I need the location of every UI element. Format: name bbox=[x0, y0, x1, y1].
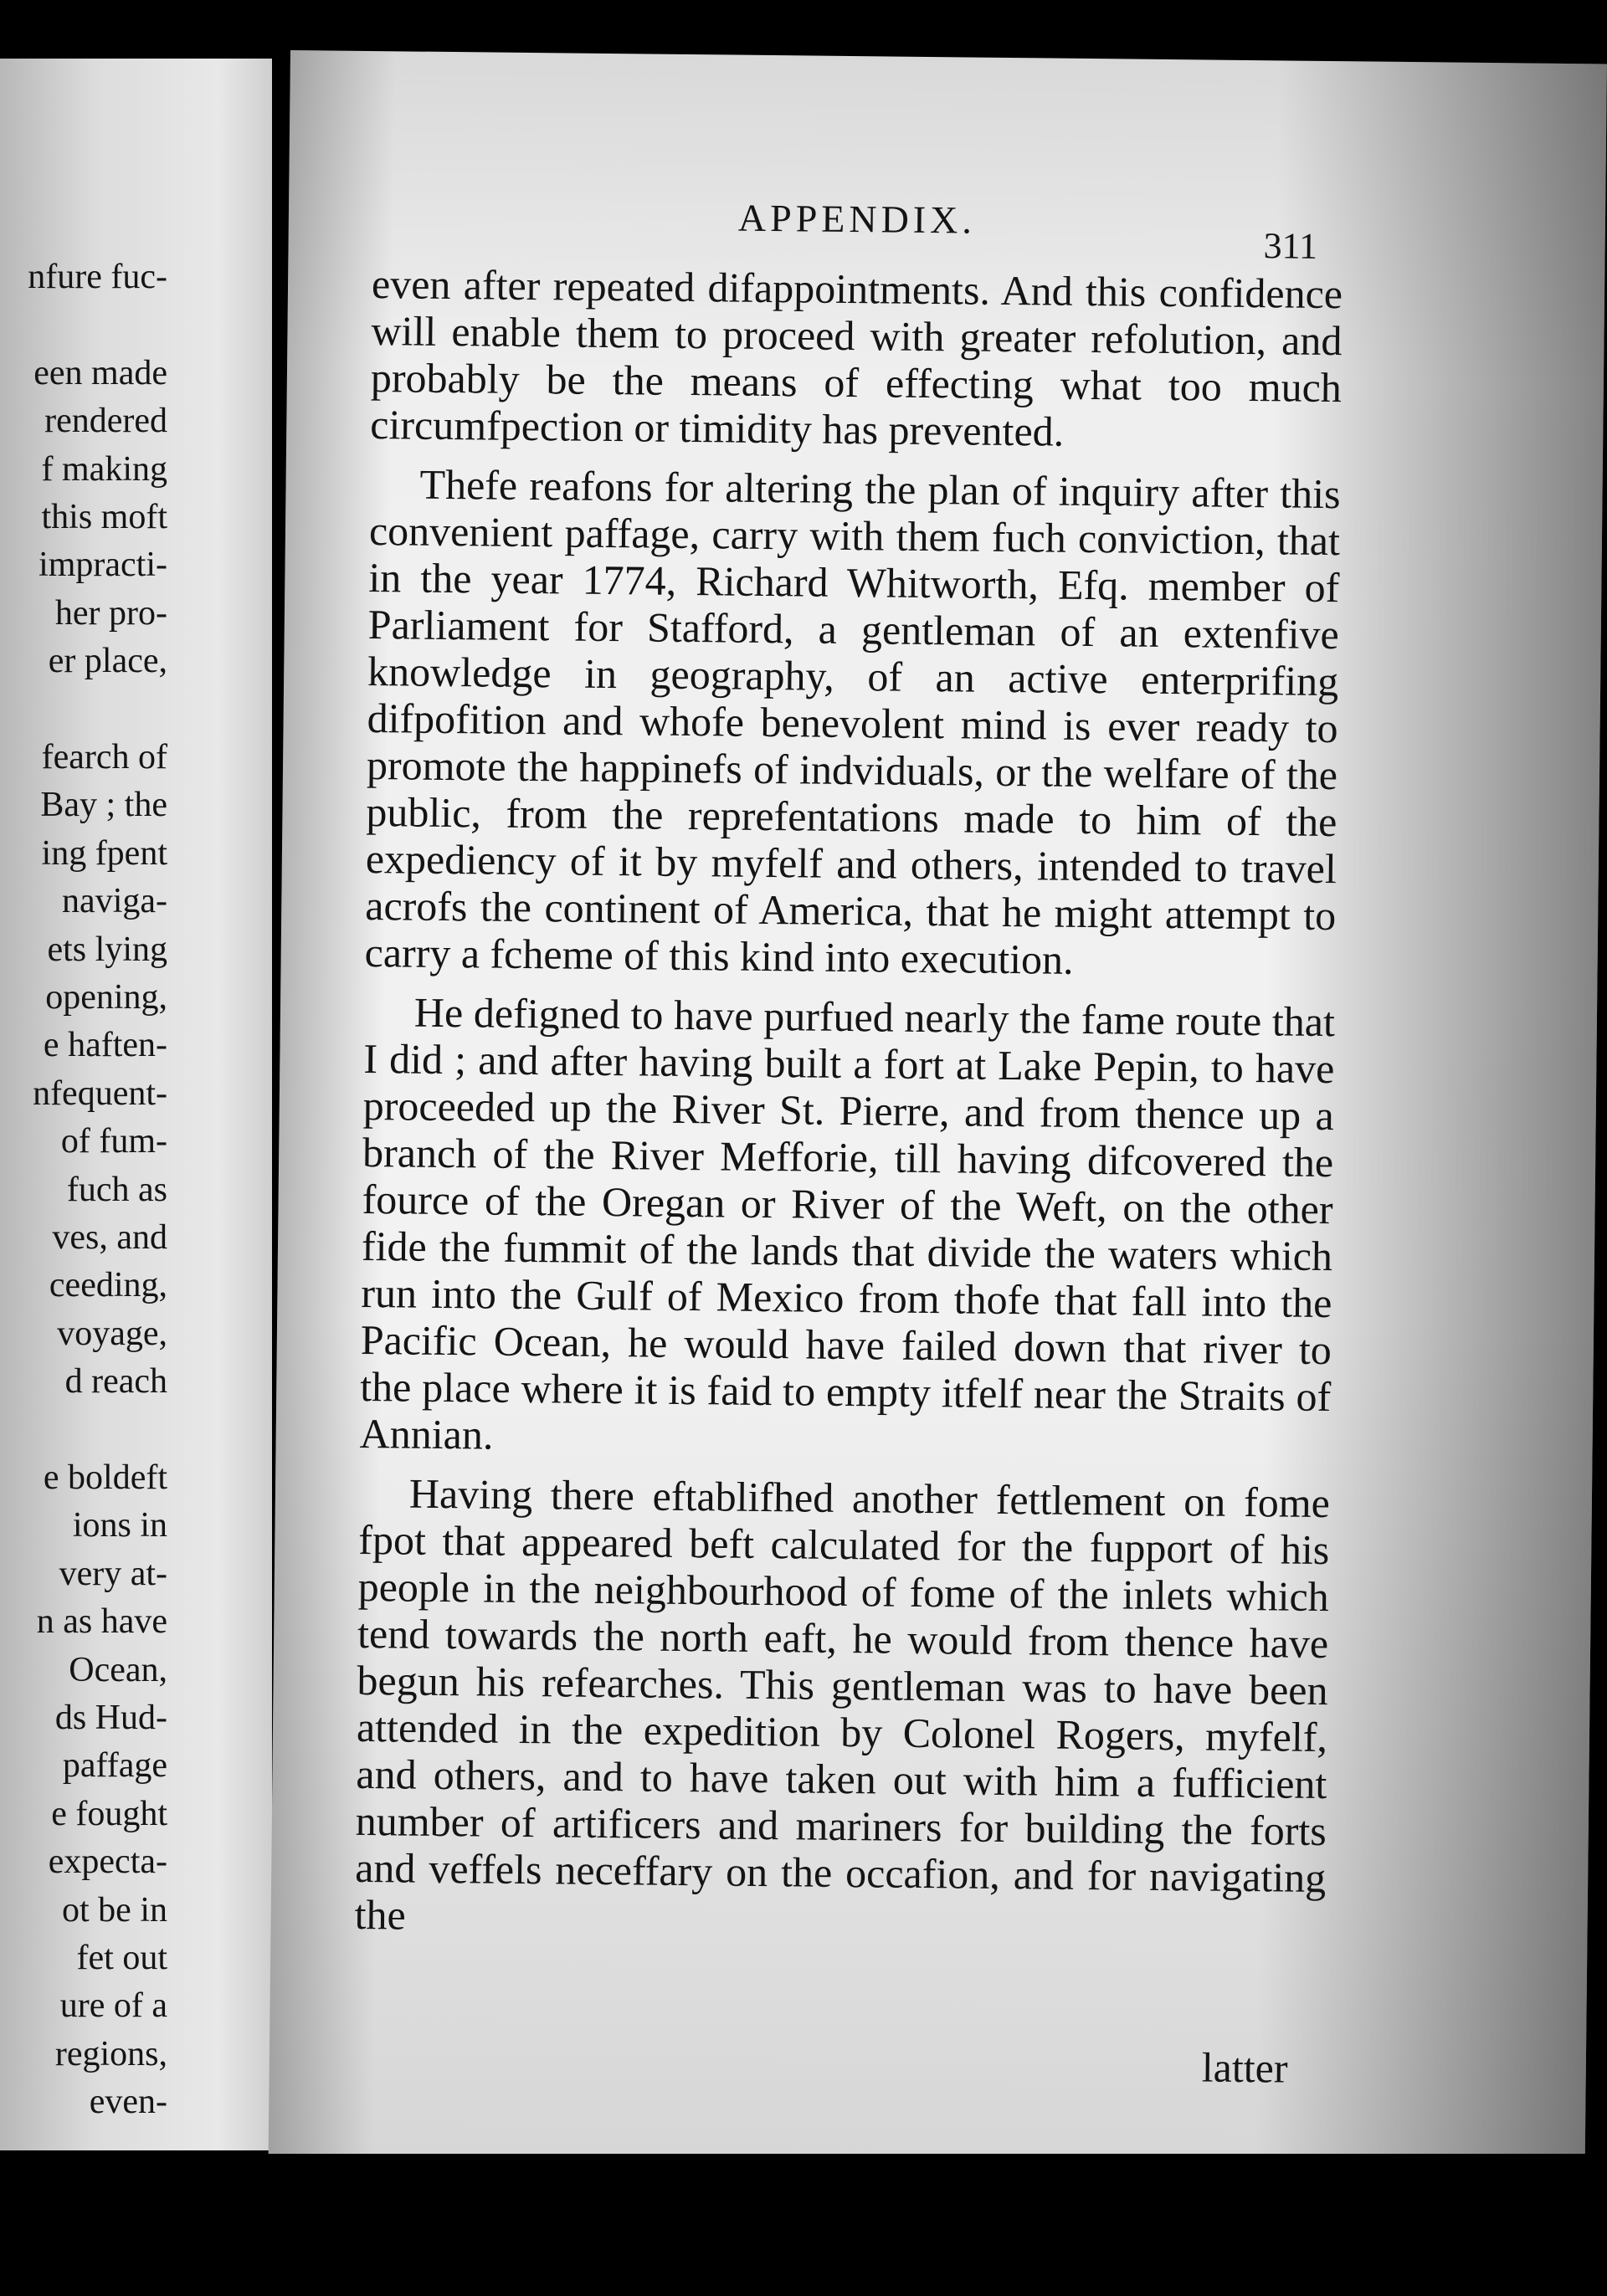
left-page-line: ds Hud- bbox=[54, 1699, 167, 1737]
left-page-line: fuch as bbox=[66, 1170, 167, 1209]
left-page-line: regions, bbox=[54, 2034, 167, 2073]
paragraph: He defigned to have purfued nearly the fame route that I did ; and after having built a fort at Lake Pepin, to have proceeded up the River St. Pierre, and from thence up a branch of the River Mefforie, till having difcovered the fource of the Oregan or River of the Weft, on the other fide the fummit of the lands that divide the waters which run into the Gulf of Mexico from thofe that fall into the Pacific Ocean, he would have failed down that river to the place where it is faid to empty itfelf near the Straits of Annian. bbox=[359, 988, 1336, 1458]
left-page-line: ing fpent bbox=[41, 833, 167, 873]
left-page-line: n as have bbox=[36, 1602, 167, 1642]
right-page bbox=[269, 50, 1607, 2172]
left-page-line: ceeding, bbox=[49, 1266, 167, 1305]
left-page-line: Bay ; the bbox=[40, 786, 167, 825]
left-page-line: fet out bbox=[76, 1939, 167, 1977]
left-page-line: f making bbox=[41, 449, 167, 489]
left-page-line: ets lying bbox=[47, 930, 167, 969]
left-page-line: een made bbox=[33, 353, 167, 392]
left-page-line: very at- bbox=[59, 1554, 167, 1593]
scan-border bbox=[0, 2154, 1607, 2296]
left-page-line: of fum- bbox=[60, 1122, 167, 1161]
running-header: APPENDIX. bbox=[737, 196, 977, 242]
left-page-line: Ocean, bbox=[69, 1650, 167, 1689]
body-text bbox=[354, 260, 1343, 1960]
left-page-line: er place, bbox=[48, 642, 167, 681]
left-page-line: nfequent- bbox=[33, 1074, 167, 1113]
left-page-line: expecta- bbox=[48, 1842, 167, 1882]
left-page-line: e fought bbox=[51, 1794, 167, 1833]
paragraph: Thefe reafons for altering the plan of inquiry after this convenient paffage, carry with them fuch conviction, that in the year 1774, Richard Whitworth, Efq. member of Parliament for Stafford, a gentleman of an extenfive knowledge in geography, of an active enterprifing difpofition and whofe benevolent mind is ever ready to promote the happinefs of indviduals, or the welfare of the public, from the reprefentations made to him of the expediency of it by myfelf and others, intended to travel acrofs the continent of America, that he might attempt to carry a fcheme of this kind into execution. bbox=[364, 460, 1341, 983]
left-page-line: nfure fuc- bbox=[28, 258, 167, 296]
left-page-line: e haften- bbox=[43, 1026, 167, 1065]
left-page-line: ot be in bbox=[62, 1890, 167, 1930]
left-page-line: d reach bbox=[64, 1362, 167, 1402]
left-page-line: even- bbox=[89, 2083, 167, 2122]
left-page-line: impracti- bbox=[39, 546, 167, 585]
left-page-line: opening, bbox=[45, 978, 167, 1017]
left-page-line: ure of a bbox=[59, 1986, 167, 2026]
paragraph: even after repeated difappointments. And this confidence will enable them to proceed with greater refolution, and probably be the means of effecting what too much circumfpection or timidity has prevented. bbox=[370, 260, 1343, 455]
left-page-line: paffage bbox=[62, 1746, 167, 1786]
left-page-line: rendered bbox=[44, 402, 167, 441]
left-page-line: fearch of bbox=[41, 738, 167, 776]
catchword: latter bbox=[1201, 2043, 1288, 2092]
left-page bbox=[0, 59, 272, 2150]
left-page-line: her pro- bbox=[54, 593, 167, 633]
left-page-line: e boldeft bbox=[43, 1458, 167, 1497]
left-page-line: naviga- bbox=[62, 882, 167, 921]
page-number: 311 bbox=[1263, 225, 1318, 267]
left-page-line: voyage, bbox=[57, 1314, 167, 1353]
paragraph: Having there eftablifhed another fettlement on fome fpot that appeared beft calculated for the fupport of his people in the neighbourhood of fome of the inlets which tend towards the north eaft, he would from thence have begun his refearches. This gentleman was to have been attended in the expedition by Colonel Rogers, myfelf, and others, and to have taken out with him a fufficient number of artificers and mariners for building the forts and veffels neceffary on the occafion, and for navigating the bbox=[354, 1469, 1331, 1939]
left-page-line: ves, and bbox=[52, 1218, 167, 1257]
left-page-line: ions in bbox=[72, 1506, 167, 1545]
left-page-line: this moft bbox=[41, 498, 167, 536]
